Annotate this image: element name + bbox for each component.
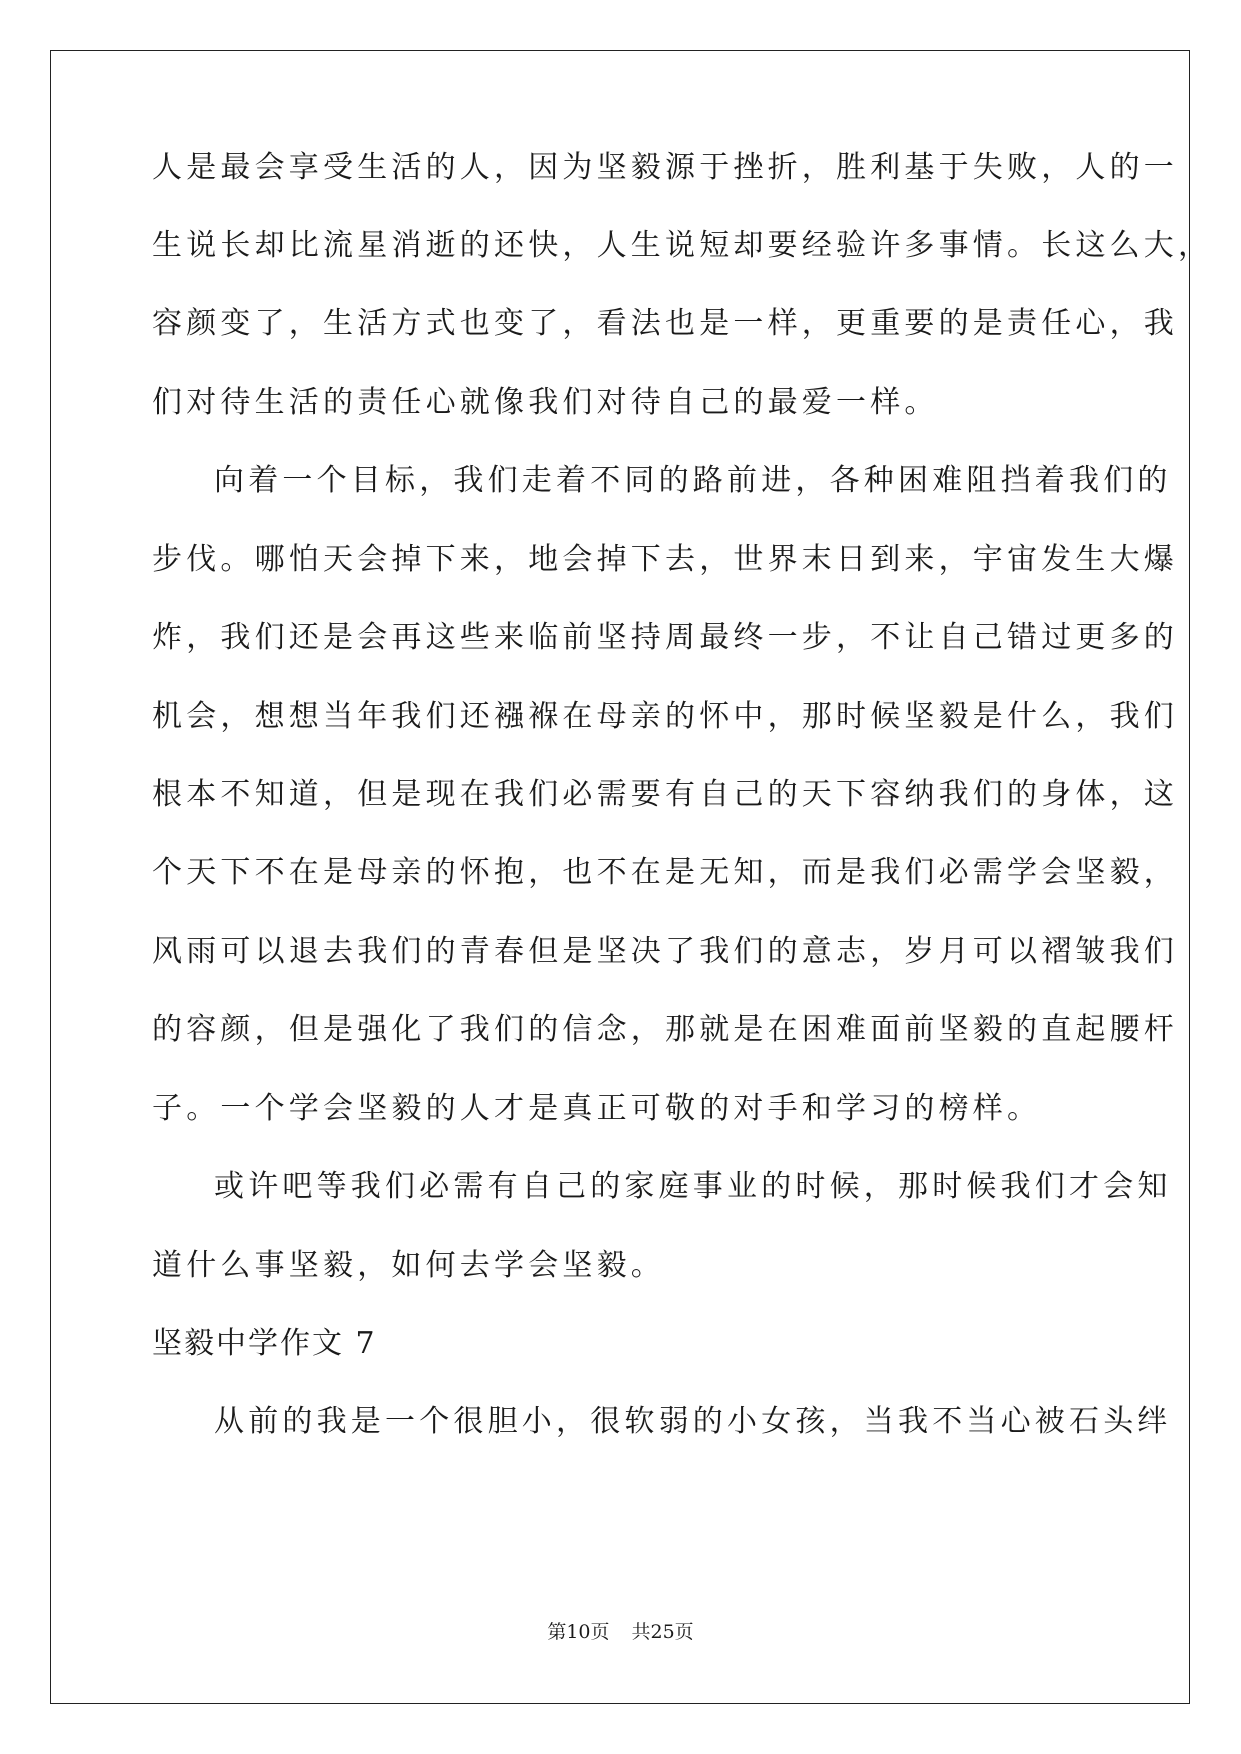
- section-heading: 坚毅中学作文 7: [152, 1326, 377, 1361]
- paragraph-start-line: 从前的我是一个很胆小，很软弱的小女孩，当我不当心被石头绊: [214, 1404, 1172, 1439]
- paragraph-start-line: 或许吧等我们必需有自己的家庭事业的时候，那时候我们才会知: [214, 1169, 1172, 1204]
- page-footer: [0, 1617, 1241, 1644]
- text-line: 炸，我们还是会再这些来临前坚持周最终一步，不让自己错过更多的: [152, 620, 1178, 655]
- text-line: 人是最会享受生活的人，因为坚毅源于挫折，胜利基于失败，人的一: [152, 150, 1178, 185]
- text-line: 道什么事坚毅，如何去学会坚毅。: [152, 1248, 665, 1283]
- text-line: 风雨可以退去我们的青春但是坚决了我们的意志，岁月可以褶皱我们: [152, 934, 1178, 969]
- text-line: 的容颜，但是强化了我们的信念，那就是在困难面前坚毅的直起腰杆: [152, 1012, 1178, 1047]
- text-line: 生说长却比流星消逝的还快，人生说短却要经验许多事情。长这么大，: [152, 228, 1213, 263]
- text-line: 步伐。哪怕天会掉下来，地会掉下去，世界末日到来，宇宙发生大爆: [152, 542, 1178, 577]
- paragraph-start-line: 向着一个目标，我们走着不同的路前进，各种困难阻挡着我们的: [214, 463, 1172, 498]
- text-line: 们对待生活的责任心就像我们对待自己的最爱一样。: [152, 385, 939, 420]
- page-number: 第10页: [547, 1621, 610, 1643]
- text-line: 个天下不在是母亲的怀抱，也不在是无知，而是我们必需学会坚毅，: [152, 855, 1178, 890]
- text-line: 机会，想想当年我们还襁褓在母亲的怀中，那时候坚毅是什么，我们: [152, 699, 1178, 734]
- text-line: 容颜变了，生活方式也变了，看法也是一样，更重要的是责任心，我: [152, 306, 1178, 341]
- text-line: 根本不知道，但是现在我们必需要有自己的天下容纳我们的身体，这: [152, 777, 1178, 812]
- page-total: 共25页: [631, 1621, 694, 1643]
- text-line: 子。一个学会坚毅的人才是真正可敬的对手和学习的榜样。: [152, 1091, 1042, 1126]
